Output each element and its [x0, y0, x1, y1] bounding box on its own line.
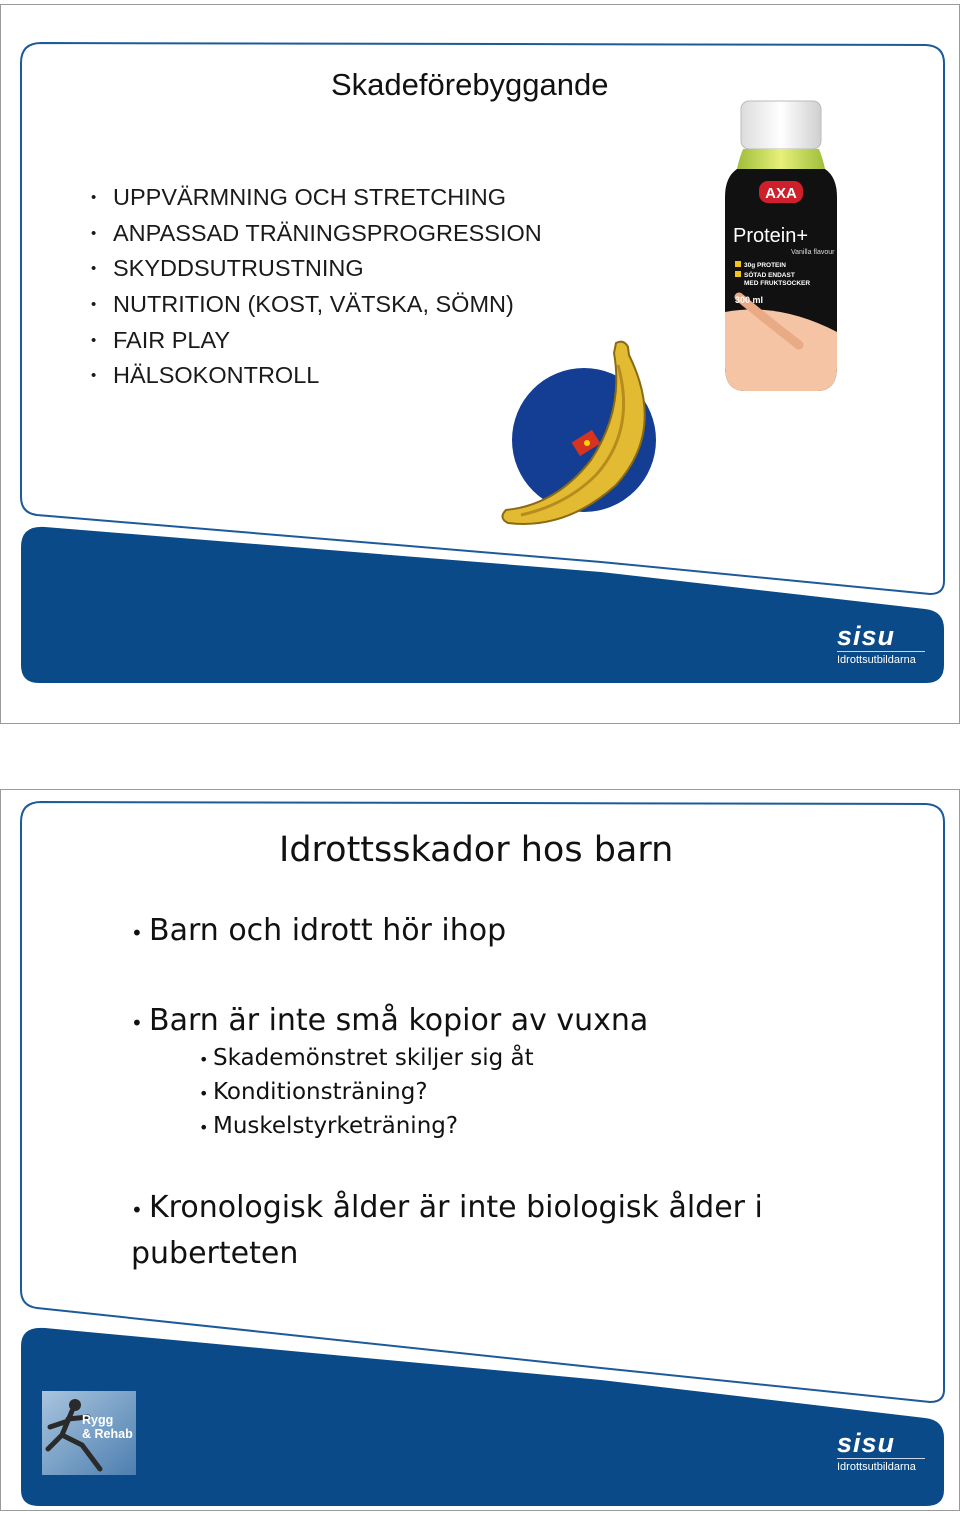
- list-item: • FAIR PLAY: [91, 323, 542, 359]
- bottle-brand-label: AXA: [765, 185, 797, 202]
- sub-list-item: • Konditionsträning?: [199, 1079, 428, 1105]
- list-item: • ANPASSAD TRÄNINGSPROGRESSION: [91, 216, 542, 252]
- list-item-continuation: puberteten: [131, 1236, 299, 1271]
- sisu-logo: sisu Idrottsutbildarna: [837, 627, 929, 673]
- sisu-logo: sisu Idrottsutbildarna: [837, 1434, 929, 1480]
- protein-drink-bottle-image: [719, 97, 844, 399]
- list-item: • HÄLSOKONTROLL: [91, 358, 542, 394]
- sub-list-item: • Muskelstyrketräning?: [199, 1113, 459, 1139]
- bullet-icon: •: [199, 1084, 209, 1103]
- banana-image: [496, 335, 671, 530]
- bottle-product-label: Protein+: [733, 225, 809, 247]
- bottle-sweetened-label: SÖTAD ENDAST: [744, 272, 795, 279]
- bottle-flavour-label: Vanilla flavour: [791, 249, 835, 256]
- bottle-fruitsugar-label: MED FRUKTSOCKER: [744, 280, 811, 287]
- bottle-protein-label: 30g PROTEIN: [744, 262, 786, 269]
- bullet-icon: •: [131, 1198, 143, 1222]
- bottle-volume-label: 300 ml: [735, 295, 764, 305]
- bullet-icon: •: [131, 921, 143, 945]
- bullet-icon: •: [91, 331, 97, 349]
- list-item: • UPPVÄRMNING OCH STRETCHING: [91, 180, 542, 216]
- slide-skadeforebyggande: [0, 4, 960, 724]
- slide-title: Skadeförebyggande: [331, 67, 609, 102]
- bullet-icon: •: [199, 1050, 209, 1069]
- list-item: • NUTRITION (KOST, VÄTSKA, SÖMN): [91, 287, 542, 323]
- bullet-icon: •: [91, 296, 97, 314]
- bullet-icon: •: [131, 1011, 143, 1035]
- bullet-icon: •: [91, 224, 97, 242]
- rygg-rehab-badge: Rygg & Rehab: [42, 1391, 136, 1475]
- sub-list-item: • Skademönstret skiljer sig åt: [199, 1045, 534, 1071]
- bullet-icon: •: [199, 1118, 209, 1137]
- bullet-icon: •: [91, 367, 97, 385]
- bullet-list: [91, 180, 542, 394]
- bullet-icon: •: [91, 189, 97, 206]
- slide-frame-background: [1, 790, 959, 1510]
- list-item: • Barn är inte små kopior av vuxna: [131, 1003, 649, 1038]
- slide-idrottsskador-hos-barn: [0, 789, 960, 1511]
- list-item: • Barn och idrott hör ihop: [131, 913, 507, 948]
- list-item: • Kronologisk ålder är inte biologisk ålder i: [131, 1190, 763, 1225]
- bullet-icon: •: [91, 260, 97, 278]
- slide-title: Idrottsskador hos barn: [279, 830, 674, 870]
- list-item: • SKYDDSUTRUSTNING: [91, 251, 542, 287]
